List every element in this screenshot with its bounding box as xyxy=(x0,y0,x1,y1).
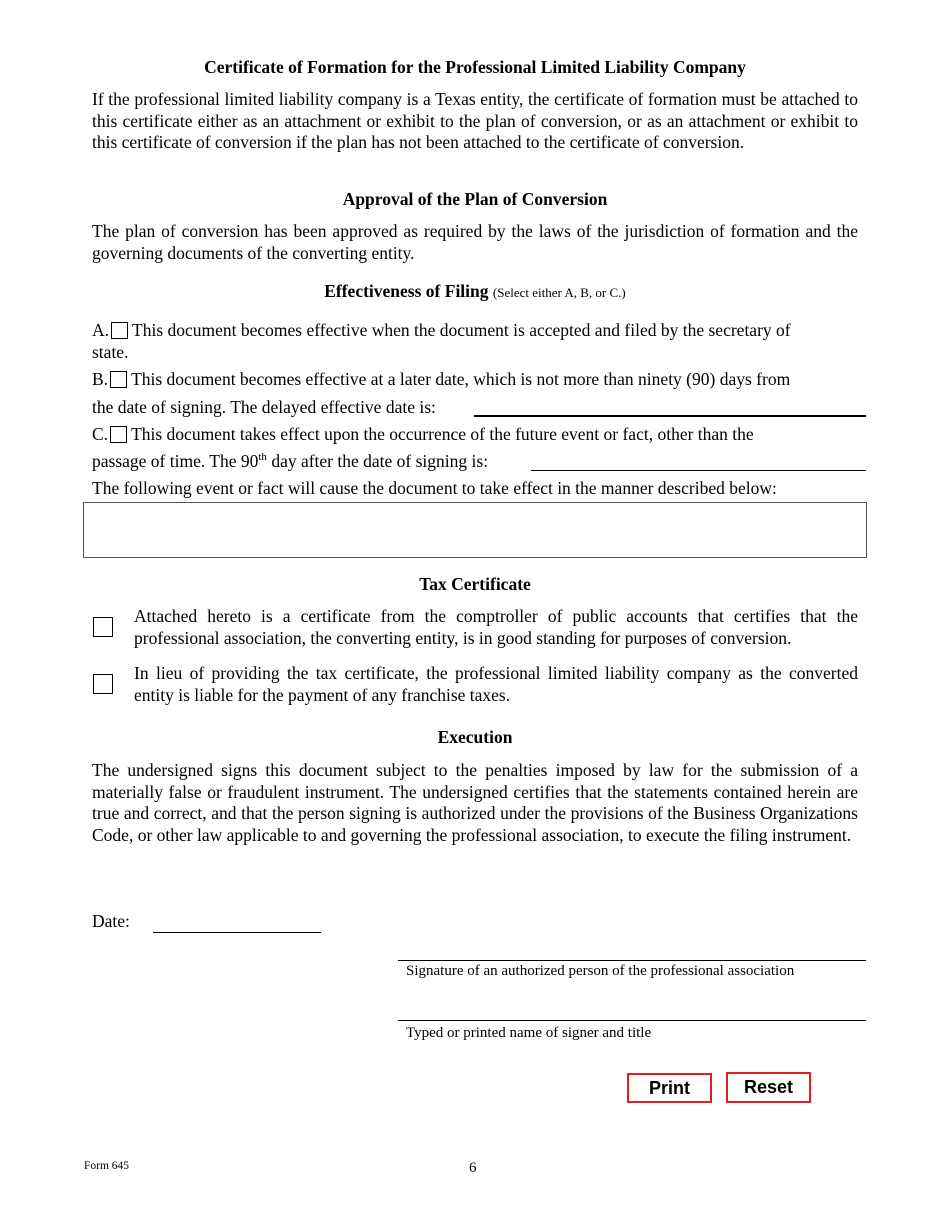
option-a xyxy=(92,320,791,341)
tax-heading: Tax Certificate xyxy=(419,574,531,594)
option-b-text-cont: the date of signing. The delayed effective date is: xyxy=(92,397,436,417)
event-description-field[interactable] xyxy=(83,502,867,558)
tax-certificate-attached-checkbox[interactable] xyxy=(93,617,113,637)
effectiveness-subtitle: (Select either A, B, or C.) xyxy=(492,285,626,300)
execution-heading: Execution xyxy=(437,727,513,747)
option-a-text: This document becomes effective when the document is accepted and filed by the secretary of xyxy=(132,320,791,340)
effectiveness-heading xyxy=(92,281,858,302)
option-c-letter: C. xyxy=(92,424,109,444)
signature-field[interactable] xyxy=(398,942,866,961)
tax-option-attached: Attached hereto is a certificate from the comptroller of public accounts that certifies that the professional association, the converting entity, is in good standing for purposes of conversion. xyxy=(134,606,858,648)
option-a-checkbox[interactable] xyxy=(111,322,128,339)
option-c-text: This document takes effect upon the occurrence of the future event or fact, other than the xyxy=(131,424,754,444)
tax-option-liable: In lieu of providing the tax certificate, the professional limited liability company as the converted entity is liable for the payment of any franchise taxes. xyxy=(134,663,858,705)
option-a-letter: A. xyxy=(92,320,110,340)
page-number: 6 xyxy=(469,1160,477,1176)
event-prompt: The following event or fact will cause the document to take effect in the manner described below: xyxy=(92,478,777,498)
tax-liability-checkbox[interactable] xyxy=(93,674,113,694)
approval-body: The plan of conversion has been approved as required by the laws of the jurisdiction of formation and the governing documents of the converting entity. xyxy=(92,221,858,263)
print-button[interactable]: Print xyxy=(627,1073,712,1103)
formation-body: If the professional limited liability company is a Texas entity, the certificate of formation must be attached to this certificate either as an attachment or exhibit to the plan of conversion, or as an attachment or exhibit to this certificate of conversion if the plan has not been attached to the certificate of conversion. xyxy=(92,89,858,152)
option-b-text: This document becomes effective at a later date, which is not more than ninety (90) days from xyxy=(131,369,791,389)
approval-heading: Approval of the Plan of Conversion xyxy=(342,189,608,209)
formation-heading: Certificate of Formation for the Professional Limited Liability Company xyxy=(204,57,746,77)
ninetieth-day-field[interactable] xyxy=(531,453,866,471)
option-c-checkbox[interactable] xyxy=(110,426,127,443)
date-label: Date: xyxy=(92,911,130,931)
delayed-date-field[interactable] xyxy=(474,398,866,417)
form-number: Form 645 xyxy=(84,1160,130,1172)
option-c xyxy=(92,424,754,445)
date-field[interactable] xyxy=(153,914,321,933)
effectiveness-title: Effectiveness of Filing xyxy=(324,281,489,301)
option-c-text-cont: passage of time. The 90th day after the date of signing is: xyxy=(92,451,489,471)
option-b-checkbox[interactable] xyxy=(110,371,127,388)
option-b-letter: B. xyxy=(92,369,109,389)
signer-name-field[interactable] xyxy=(398,1002,866,1021)
reset-button[interactable]: Reset xyxy=(726,1072,811,1103)
execution-body: The undersigned signs this document subject to the penalties imposed by law for the submission of a materially false or fraudulent instrument. The undersigned certifies that the statements contained herein are true and correct, and that the person signing is authorized under the provisions of the Business Organizations Code, or other law applicable to and governing the professional association, to execute the filing instrument. xyxy=(92,760,858,845)
signer-name-label: Typed or printed name of signer and title xyxy=(406,1025,652,1041)
option-b xyxy=(92,369,790,390)
signature-label: Signature of an authorized person of the professional association xyxy=(406,963,795,979)
option-a-text-cont: state. xyxy=(92,342,129,362)
